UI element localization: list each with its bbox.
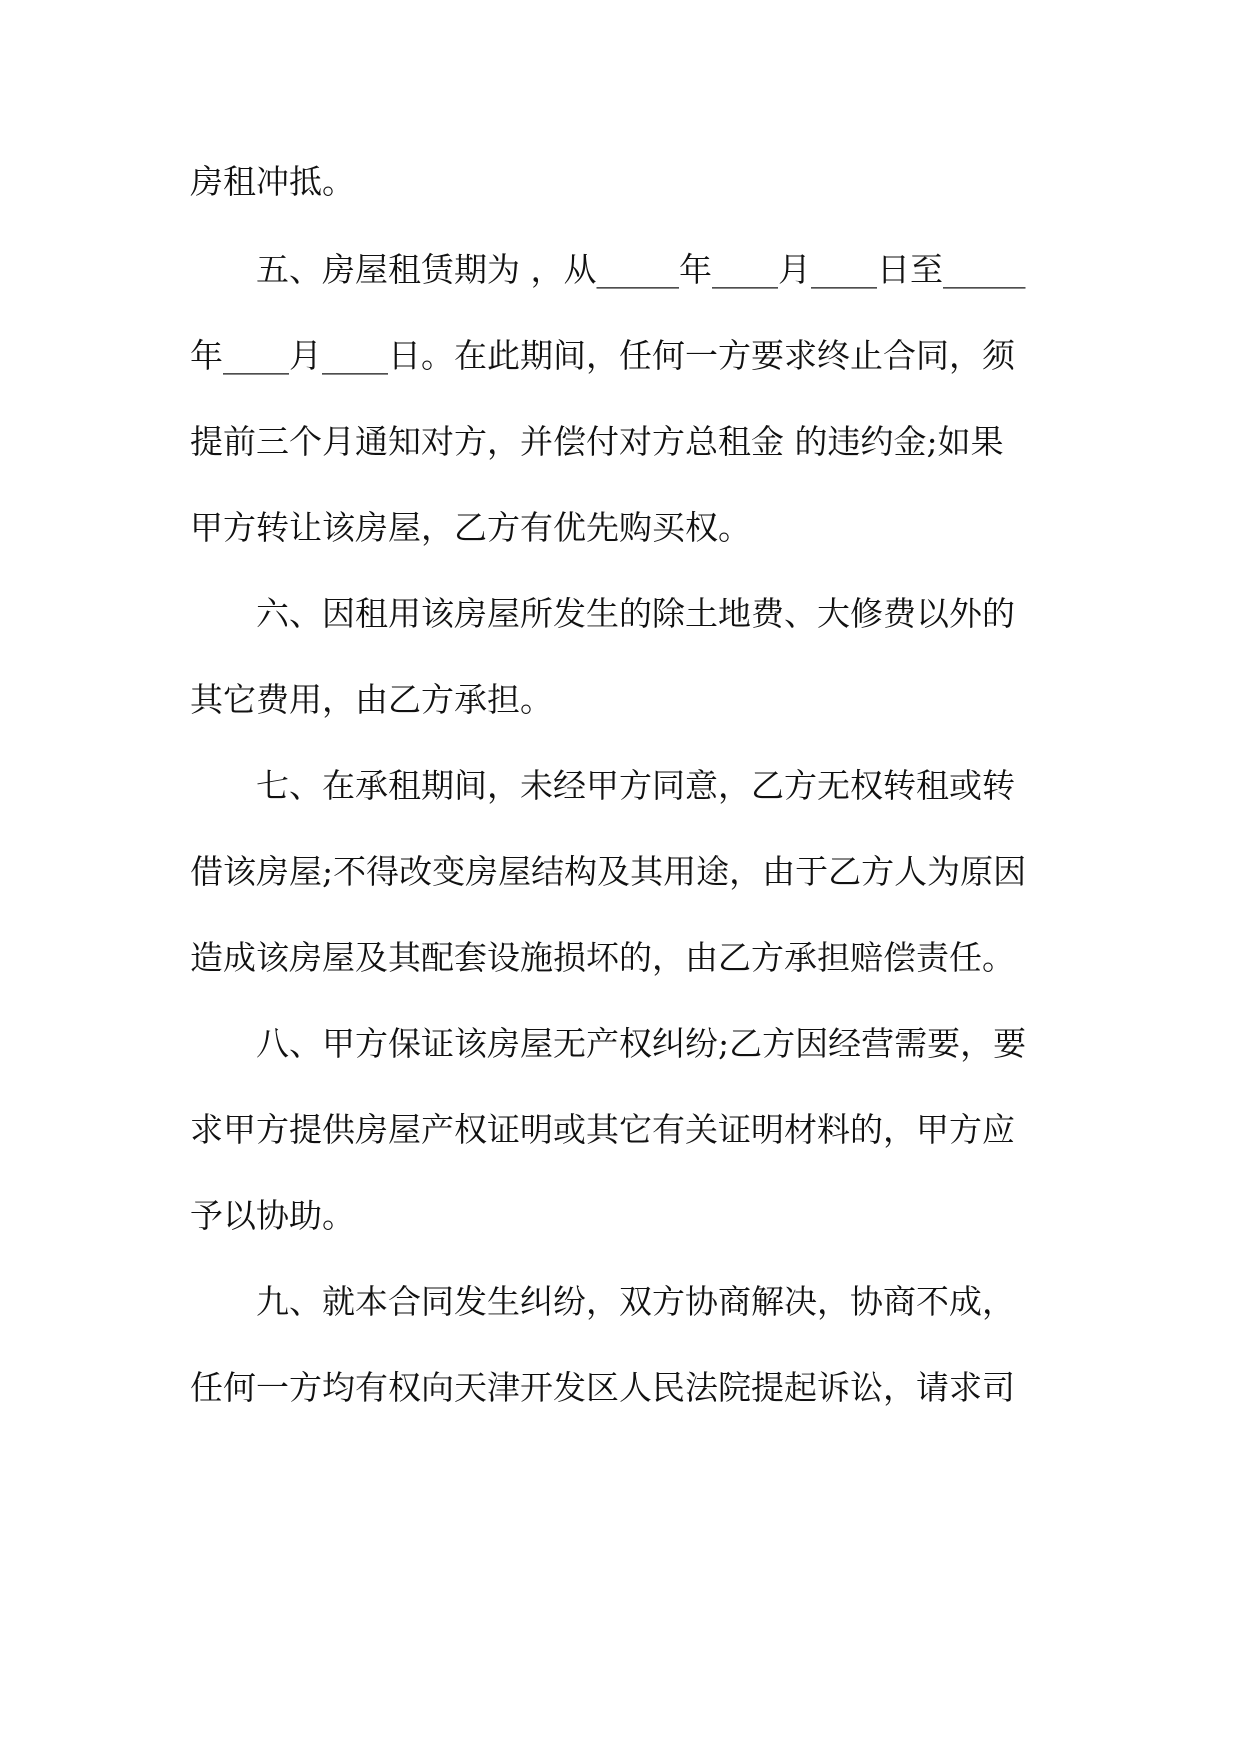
- clause-6-line-2: 其它费用，由乙方承担。: [190, 680, 553, 719]
- clause-6-line-1: 六、因租用该房屋所发生的除土地费、大修费以外的: [256, 594, 1015, 633]
- clause-7-line-2: 借该房屋;不得改变房屋结构及其用途，由于乙方人为原因: [190, 852, 1027, 891]
- clause-5-line-1: 五、房屋租赁期为 ，从_____年____月____日至_____: [256, 250, 1026, 289]
- clause-8-line-1: 八、甲方保证该房屋无产权纠纷;乙方因经营需要，要: [256, 1024, 1027, 1063]
- clause-7-line-3: 造成该房屋及其配套设施损坏的，由乙方承担赔偿责任。: [190, 938, 1015, 977]
- text-line-1: 房租冲抵。: [190, 162, 355, 201]
- clause-8-line-3: 予以协助。: [190, 1196, 355, 1235]
- clause-7-line-1: 七、在承租期间，未经甲方同意，乙方无权转租或转: [256, 766, 1015, 805]
- clause-5-line-2: 年____月____日。在此期间，任何一方要求终止合同，须: [190, 336, 1015, 375]
- clause-5-line-4: 甲方转让该房屋，乙方有优先购买权。: [190, 508, 751, 547]
- clause-9-line-1: 九、就本合同发生纠纷，双方协商解决，协商不成，: [256, 1282, 1015, 1321]
- clause-8-line-2: 求甲方提供房屋产权证明或其它有关证明材料的，甲方应: [190, 1110, 1015, 1149]
- clause-5-line-3: 提前三个月通知对方，并偿付对方总租金 的违约金;如果: [190, 422, 1004, 461]
- clause-9-line-2: 任何一方均有权向天津开发区人民法院提起诉讼，请求司: [190, 1368, 1015, 1407]
